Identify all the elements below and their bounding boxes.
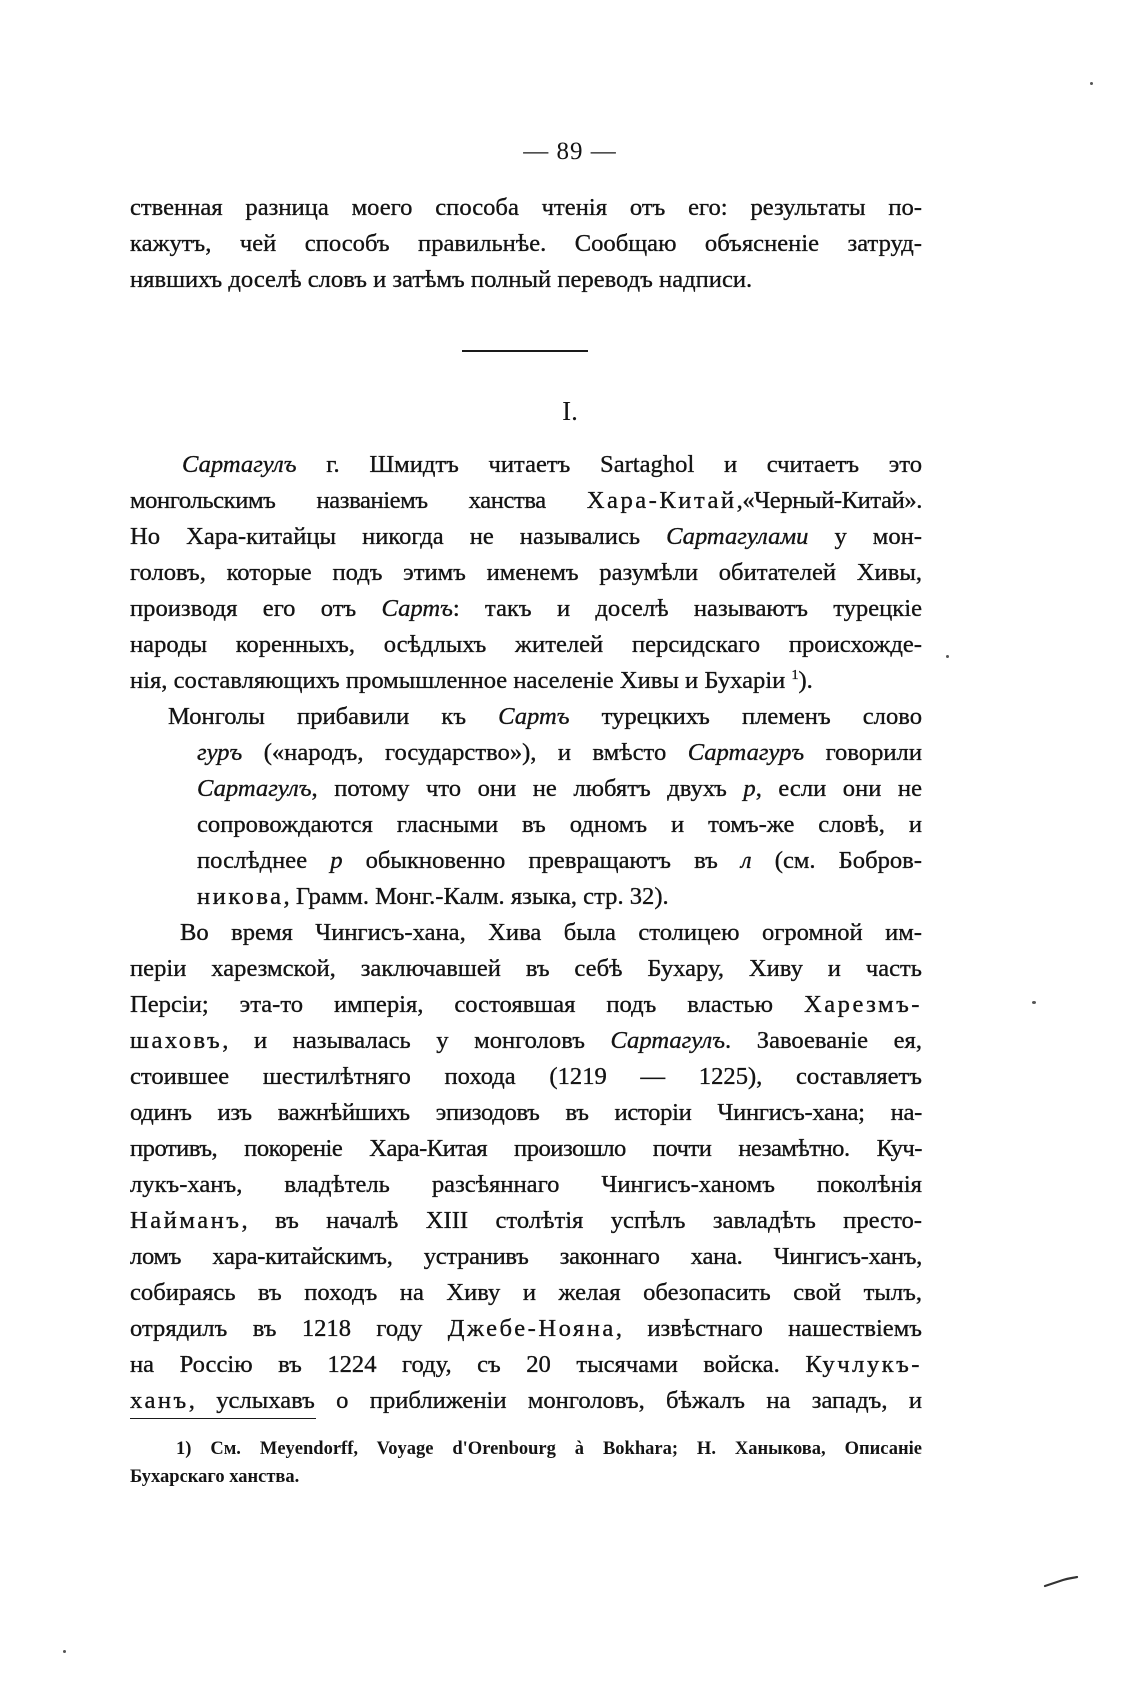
text-line <box>130 591 922 627</box>
text-run: : такъ и доселѣ называютъ турецкіе <box>452 595 923 622</box>
footnote-line: 1) См. Meyendorff, Voyage d'Orenbourg à Bokhara; Н. Ханыкова, Описаніе <box>176 1439 922 1459</box>
text-run: производя его отъ <box>130 595 382 622</box>
text-run: Но Хара-китайцы никогда не назывались <box>130 523 667 550</box>
scan-speck <box>1090 82 1093 85</box>
text-line <box>197 843 922 879</box>
italic-term: Сартъ <box>498 703 570 730</box>
text-line <box>130 519 922 555</box>
text-run: Во время Чингисъ-хана, Хива была столицею огромной им- <box>180 919 922 946</box>
spaced-term: Джебе-Нояна <box>447 1315 616 1342</box>
italic-term: Сартъ <box>381 595 453 622</box>
text-line: періи харезмской, заключавшей въ себѣ Бухару, Хиву и часть <box>130 955 922 982</box>
text-run: , извѣстнаго нашествіемъ <box>615 1315 922 1342</box>
ink-smudge <box>1043 1576 1079 1588</box>
italic-term: Сартагулъ <box>182 451 297 478</box>
text-line <box>130 1383 922 1419</box>
spaced-term: никова <box>197 883 284 910</box>
italic-term: Сартагулъ <box>610 1027 726 1054</box>
scan-speck <box>63 1650 66 1653</box>
text-run: , и называлась у монголовъ <box>222 1027 611 1054</box>
text-line: головъ, которые подъ этимъ именемъ разумѣли обитателей Хивы, <box>130 559 922 586</box>
text-line: ломъ хара-китайскимъ, устранивъ законнаго хана. Чингисъ-ханъ, <box>130 1243 922 1270</box>
text-line <box>130 483 922 519</box>
text-line <box>130 1203 922 1239</box>
italic-term: Сартагулъ <box>197 775 312 802</box>
text-line <box>130 915 922 951</box>
text-run: г. Шмидтъ читаетъ Sartaghol и считаетъ это <box>296 451 922 478</box>
text-run: , если они не <box>755 775 923 802</box>
text-line: собираясь въ походъ на Хиву и желая обезопасить свой тылъ, <box>130 1279 922 1306</box>
text-run: (см. Бобров- <box>751 847 922 874</box>
text-line: нявшихъ доселѣ словъ и затѣмъ полный переводъ надписи. <box>130 266 753 293</box>
footnote-ref: 1 <box>791 667 799 683</box>
italic-term: р <box>743 775 756 802</box>
text-run: отрядилъ въ 1218 году <box>130 1315 448 1342</box>
text-run: говорили <box>804 739 922 766</box>
scan-speck <box>946 655 949 658</box>
text-run: обыкновенно превращаютъ въ <box>342 847 741 874</box>
page-number: — 89 — <box>523 138 617 165</box>
text-line <box>130 663 922 699</box>
spaced-term: Найманъ <box>130 1207 242 1234</box>
text-run: Монголы прибавили къ <box>168 703 499 730</box>
section-heading: I. <box>562 396 578 426</box>
footnote-line: Бухарскаго ханства. <box>130 1467 300 1487</box>
text-line <box>130 447 922 483</box>
text-run: Персіи; эта-то имперія, состоявшая подъ властью <box>130 991 804 1018</box>
text-line: сопровождаются гласными въ одномъ и томъ-же словѣ, и <box>197 811 922 838</box>
spaced-term: Хара-Китай <box>586 487 737 514</box>
text-run: , въ началѣ XIII столѣтія успѣлъ завладѣть престо- <box>241 1207 922 1234</box>
text-run: , потому что они не любятъ двухъ <box>311 775 744 802</box>
text-line <box>130 1023 922 1059</box>
spaced-term: шаховъ <box>130 1027 223 1054</box>
text-run: , Грамм. Монг.-Калм. языка, стр. 32). <box>283 883 669 910</box>
text-run: , услыхавъ о приближеніи монголовъ, бѣжалъ на западъ, и <box>188 1387 922 1414</box>
spaced-term: ханъ <box>130 1387 189 1414</box>
text-run: нія, составляющихъ промышленное населеніе Хивы и Бухаріи <box>130 667 792 694</box>
italic-term: л <box>740 847 752 874</box>
text-line <box>130 1311 922 1347</box>
text-line: ственная разница моего способа чтенія отъ его: результаты по- <box>130 194 922 221</box>
text-run: . Завоеваніе ея, <box>725 1027 922 1054</box>
text-line: лукъ-ханъ, владѣтель разсѣяннаго Чингисъ-ханомъ поколѣнія <box>130 1171 922 1198</box>
italic-term: Сартагуръ <box>687 739 805 766</box>
text-line: народы коренныхъ, осѣдлыхъ жителей персидскаго происхожде- <box>130 631 922 658</box>
scan-speck <box>1032 1001 1036 1004</box>
text-run: ). <box>798 667 813 694</box>
text-line <box>130 699 922 735</box>
text-run: турецкихъ племенъ слово <box>569 703 922 730</box>
footnote-divider <box>130 1418 316 1419</box>
section-divider <box>462 350 588 352</box>
italic-term: гуръ <box>197 739 243 766</box>
text-line: противъ, покореніе Хара-Китая произошло почти незамѣтно. Куч- <box>130 1135 922 1162</box>
text-line: стоившее шестилѣтняго похода (1219 — 1225), составляетъ <box>130 1063 922 1090</box>
spaced-term: Харезмъ- <box>803 991 922 1018</box>
italic-term: р <box>330 847 343 874</box>
text-line <box>197 879 922 915</box>
spaced-term: Кучлукъ- <box>805 1351 922 1378</box>
text-run: у мон- <box>808 523 922 550</box>
text-run: ,«Черный-Китай». <box>736 487 922 514</box>
text-line: одинъ изъ важнѣйшихъ эпизодовъ въ исторіи Чингисъ-хана; на- <box>130 1099 922 1126</box>
text-run: послѣднее <box>197 847 331 874</box>
text-line <box>130 987 922 1023</box>
italic-term: Сартагулами <box>666 523 809 550</box>
text-run: монгольскимъ названіемъ ханства <box>130 487 587 514</box>
text-line <box>197 735 922 771</box>
text-run: («народъ, государство»), и вмѣсто <box>242 739 688 766</box>
text-line: кажутъ, чей способъ правильнѣе. Сообщаю объясненіе затруд- <box>130 230 922 257</box>
text-line <box>130 1347 922 1383</box>
text-line <box>197 771 922 807</box>
text-run: на Россію въ 1224 году, съ 20 тысячами войска. <box>130 1351 806 1378</box>
